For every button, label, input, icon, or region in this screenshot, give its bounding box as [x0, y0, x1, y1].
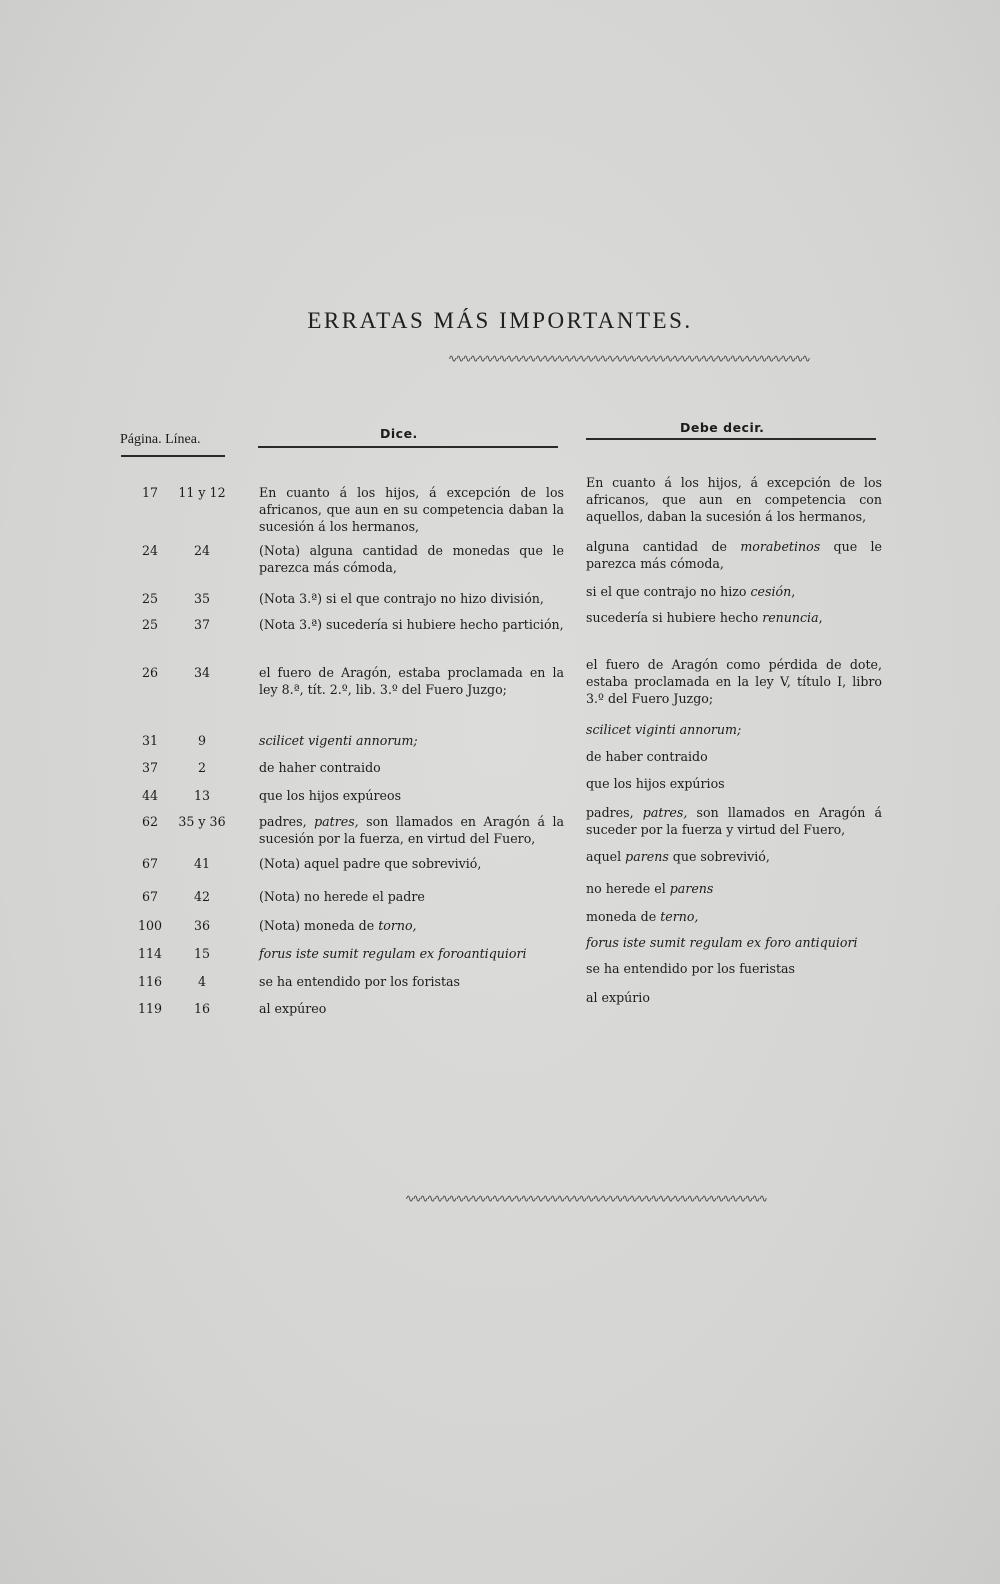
errata-linea: 16: [193, 1001, 211, 1016]
header-rule-debe: [586, 438, 876, 440]
text-segment: (Nota 3.ª) si el que contrajo no hizo división,: [259, 591, 544, 606]
italic-term: cesión: [750, 584, 792, 599]
header-rule-dice: [258, 446, 558, 448]
errata-dice: [259, 917, 564, 934]
text-segment: el fuero de Aragón, estaba proclamada en la ley 8.ª, tít. 2.º, lib. 3.º del Fuero Juzgo;: [259, 665, 564, 697]
text-segment: alguna cantidad de: [586, 539, 741, 554]
text-segment: que sobrevivió,: [668, 849, 770, 864]
text-segment: el fuero de Aragón como pérdida de dote, estaba proclamada en la ley V, título I, libro 3.º del Fuero Juzgo;: [586, 657, 882, 706]
text-segment: (Nota) aquel padre que sobrevivió,: [259, 856, 482, 871]
errata-debe-decir: [586, 748, 882, 765]
text-segment: de haher contraido: [259, 760, 381, 775]
errata-dice: [259, 888, 564, 905]
errata-debe-decir: [586, 721, 882, 738]
errata-debe-decir: [586, 908, 882, 925]
errata-debe-decir: [586, 583, 882, 600]
errata-debe-decir: [586, 989, 882, 1006]
errata-pagina: 26: [141, 665, 159, 680]
errata-debe-decir: [586, 880, 882, 897]
italic-term: torno,: [378, 918, 417, 933]
header-debe-decir: Debe decir.: [680, 420, 765, 435]
errata-linea: 35 y 36: [178, 814, 226, 829]
header-rule-pagina: [121, 455, 225, 457]
errata-pagina: 31: [141, 733, 159, 748]
errata-dice: [259, 484, 564, 535]
text-segment: aquel: [586, 849, 626, 864]
errata-pagina: 25: [141, 591, 159, 606]
errata-debe-decir: [586, 804, 882, 838]
errata-pagina: 62: [141, 814, 159, 829]
ornament-top: ∿∿∿∿∿∿∿∿∿∿∿∿∿∿∿∿∿∿∿∿∿∿∿∿∿∿∿∿∿∿∿∿∿∿∿∿∿∿∿∿∿∿∿∿∿∿∿∿∿∿: [448, 352, 809, 365]
errata-linea: 24: [193, 543, 211, 558]
italic-term: terno,: [660, 909, 699, 924]
errata-dice: [259, 813, 564, 847]
errata-linea: 34: [193, 665, 211, 680]
text-segment: no herede el: [586, 881, 670, 896]
text-segment: se ha entendido por los foristas: [259, 974, 460, 989]
errata-pagina: 119: [137, 1001, 163, 1016]
errata-pagina: 37: [141, 760, 159, 775]
errata-pagina: 67: [141, 889, 159, 904]
italic-term: renuncia: [762, 610, 819, 625]
errata-pagina: 100: [137, 918, 163, 933]
text-segment: (Nota 3.ª) sucedería si hubiere hecho partición,: [259, 617, 564, 632]
text-segment: sucedería si hubiere hecho: [586, 610, 763, 625]
errata-debe-decir: [586, 538, 882, 572]
header-pagina-linea: Página. Línea.: [120, 432, 201, 447]
italic-term: forus iste sumit regulam ex foroantiquiori: [259, 946, 527, 961]
errata-pagina: 25: [141, 617, 159, 632]
ornament-bottom: ∿∿∿∿∿∿∿∿∿∿∿∿∿∿∿∿∿∿∿∿∿∿∿∿∿∿∿∿∿∿∿∿∿∿∿∿∿∿∿∿∿∿∿∿∿∿∿∿∿∿: [405, 1192, 766, 1205]
text-segment: En cuanto á los hijos, á excepción de los africanos, que aun en su competencia daban la sucesión á los hermanos,: [259, 485, 564, 534]
italic-term: forus iste sumit regulam ex foro antiquiori: [586, 935, 858, 950]
text-segment: que los hijos expúreos: [259, 788, 402, 803]
errata-pagina: 114: [137, 946, 163, 961]
errata-debe-decir: [586, 934, 882, 951]
errata-linea: 11 y 12: [178, 485, 226, 500]
errata-dice: [259, 542, 564, 576]
text-segment: al expúreo: [259, 1001, 327, 1016]
text-segment: ,: [791, 584, 796, 599]
errata-debe-decir: [586, 609, 882, 626]
page-title: ERRATAS MÁS IMPORTANTES.: [307, 308, 693, 333]
errata-dice: [259, 732, 564, 749]
errata-dice: [259, 973, 564, 990]
text-segment: al expúrio: [586, 990, 650, 1005]
text-segment: padres,: [259, 814, 315, 829]
errata-linea: 35: [193, 591, 211, 606]
errata-pagina: 44: [141, 788, 159, 803]
errata-pagina: 67: [141, 856, 159, 871]
text-segment: (Nota) moneda de: [259, 918, 379, 933]
errata-linea: 36: [193, 918, 211, 933]
italic-term: parens: [669, 881, 714, 896]
errata-linea: 41: [193, 856, 211, 871]
errata-debe-decir: [586, 474, 882, 525]
header-dice: Dice.: [380, 426, 418, 441]
errata-debe-decir: [586, 848, 882, 865]
text-segment: moneda de: [586, 909, 661, 924]
errata-pagina: 24: [141, 543, 159, 558]
text-segment: que le parezca más cómoda,: [586, 539, 882, 571]
errata-dice: [259, 759, 564, 776]
text-segment: (Nota) alguna cantidad de monedas que le parezca más cómoda,: [259, 543, 564, 575]
errata-linea: 9: [197, 733, 206, 748]
errata-linea: 2: [197, 760, 206, 775]
text-segment: son llamados en Aragón á suceder por la fuerza y virtud del Fuero,: [586, 805, 882, 837]
errata-dice: [259, 945, 564, 962]
errata-pagina: 17: [141, 485, 159, 500]
errata-dice: [259, 590, 564, 607]
errata-dice: [259, 787, 564, 804]
errata-debe-decir: [586, 775, 882, 792]
text-segment: si el que contrajo no hizo: [586, 584, 751, 599]
italic-term: patres,: [314, 814, 359, 829]
italic-term: parens: [625, 849, 669, 864]
errata-debe-decir: [586, 960, 882, 977]
errata-dice: [259, 855, 564, 872]
italic-term: patres,: [642, 805, 688, 820]
errata-linea: 37: [193, 617, 211, 632]
errata-dice: [259, 616, 564, 633]
errata-linea: 15: [193, 946, 211, 961]
text-segment: ,: [818, 610, 823, 625]
text-segment: que los hijos expúrios: [586, 776, 725, 791]
errata-debe-decir: [586, 656, 882, 707]
errata-dice: [259, 1000, 564, 1017]
text-segment: (Nota) no herede el padre: [259, 889, 425, 904]
text-segment: son llamados en Aragón á la sucesión por la fuerza, en virtud del Fuero,: [259, 814, 564, 846]
errata-linea: 42: [193, 889, 211, 904]
italic-term: morabetinos: [740, 539, 821, 554]
errata-pagina: 116: [137, 974, 163, 989]
errata-linea: 13: [193, 788, 211, 803]
text-segment: padres,: [586, 805, 643, 820]
errata-dice: [259, 664, 564, 698]
italic-term: scilicet vigenti annorum;: [259, 733, 418, 748]
text-segment: de haber contraido: [586, 749, 708, 764]
errata-linea: 4: [197, 974, 206, 989]
italic-term: scilicet viginti annorum;: [586, 722, 742, 737]
text-segment: En cuanto á los hijos, á excepción de los africanos, que aun en competencia con aquellos, daban la sucesión á los hermanos,: [586, 475, 882, 524]
text-segment: se ha entendido por los fueristas: [586, 961, 795, 976]
